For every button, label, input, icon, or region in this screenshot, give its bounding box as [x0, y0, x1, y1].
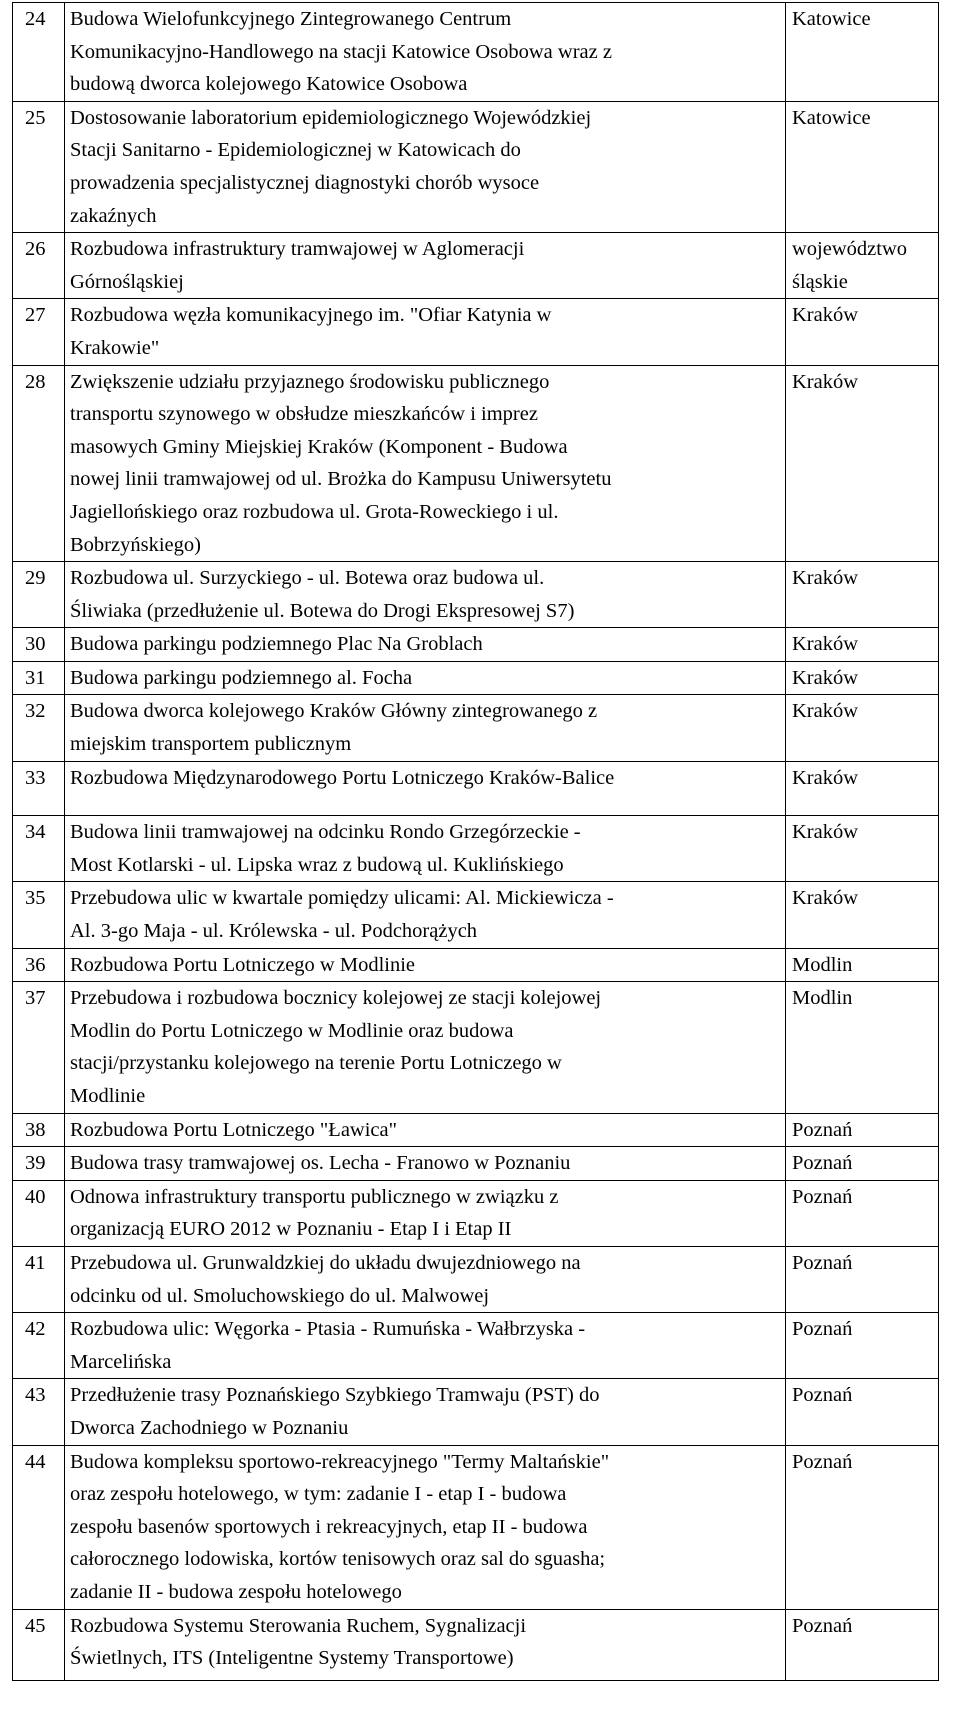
- row-number: 43: [13, 1379, 65, 1445]
- project-description: Budowa kompleksu sportowo-rekreacyjnego "Termy Maltańskie" oraz zespołu hotelowego, w tym: zadanie I - etap I - budowa zespołu basenów sportowych i rekreacyjnych, etap II - budowa całorocznego lodowiska, kortów tenisowych oraz sal do sguasha; zadanie II - budowa zespołu hotelowego: [65, 1445, 786, 1609]
- project-location: Kraków: [786, 882, 939, 948]
- project-description: Odnowa infrastruktury transportu publicznego w związku z organizacją EURO 2012 w Poznaniu - Etap I i Etap II: [65, 1180, 786, 1246]
- row-number: 29: [13, 562, 65, 628]
- project-location: Katowice: [786, 101, 939, 232]
- row-number: 36: [13, 948, 65, 982]
- table-row: [13, 982, 939, 1113]
- table-row: [13, 562, 939, 628]
- row-number: 24: [13, 3, 65, 102]
- row-number: 28: [13, 365, 65, 562]
- table-row: [13, 101, 939, 232]
- row-number: 38: [13, 1113, 65, 1147]
- row-number: 40: [13, 1180, 65, 1246]
- row-number: 34: [13, 816, 65, 882]
- project-description: Rozbudowa Międzynarodowego Portu Lotniczego Kraków-Balice: [65, 761, 786, 816]
- project-location: Modlin: [786, 982, 939, 1113]
- row-number: 30: [13, 628, 65, 662]
- table-row: [13, 1147, 939, 1181]
- table-row: [13, 695, 939, 761]
- project-location: Poznań: [786, 1609, 939, 1680]
- project-location: Kraków: [786, 761, 939, 816]
- project-description: Budowa dworca kolejowego Kraków Główny zintegrowanego z miejskim transportem publicznym: [65, 695, 786, 761]
- project-description: Przebudowa i rozbudowa bocznicy kolejowej ze stacji kolejowej Modlin do Portu Lotniczego w Modlinie oraz budowa stacji/przystanku kolejowego na terenie Portu Lotniczego w Modlinie: [65, 982, 786, 1113]
- project-location: Kraków: [786, 562, 939, 628]
- table-row: [13, 1246, 939, 1312]
- project-location: Kraków: [786, 628, 939, 662]
- row-number: 42: [13, 1313, 65, 1379]
- table-row: [13, 948, 939, 982]
- project-description: Rozbudowa Portu Lotniczego w Modlinie: [65, 948, 786, 982]
- row-number: 32: [13, 695, 65, 761]
- project-location: Modlin: [786, 948, 939, 982]
- project-location: Poznań: [786, 1445, 939, 1609]
- project-description: Budowa trasy tramwajowej os. Lecha - Franowo w Poznaniu: [65, 1147, 786, 1181]
- project-location: Kraków: [786, 695, 939, 761]
- project-location: Kraków: [786, 299, 939, 365]
- table-row: [13, 761, 939, 816]
- project-location: Poznań: [786, 1379, 939, 1445]
- project-description: Przebudowa ulic w kwartale pomiędzy ulicami: Al. Mickiewicza - Al. 3-go Maja - ul. Królewska - ul. Podchorążych: [65, 882, 786, 948]
- projects-table-body: [13, 3, 939, 1681]
- project-description: Przedłużenie trasy Poznańskiego Szybkiego Tramwaju (PST) do Dworca Zachodniego w Poznaniu: [65, 1379, 786, 1445]
- table-row: [13, 1379, 939, 1445]
- project-description: Przebudowa ul. Grunwaldzkiej do układu dwujezdniowego na odcinku od ul. Smoluchowskiego do ul. Malwowej: [65, 1246, 786, 1312]
- row-number: 25: [13, 101, 65, 232]
- project-location: Kraków: [786, 661, 939, 695]
- row-number: 33: [13, 761, 65, 816]
- table-row: [13, 3, 939, 102]
- row-number: 31: [13, 661, 65, 695]
- project-location: Kraków: [786, 365, 939, 562]
- row-number: 27: [13, 299, 65, 365]
- project-location: województwo śląskie: [786, 233, 939, 299]
- row-number: 37: [13, 982, 65, 1113]
- table-row: [13, 661, 939, 695]
- table-row: [13, 299, 939, 365]
- project-description: Rozbudowa ul. Surzyckiego - ul. Botewa oraz budowa ul. Śliwiaka (przedłużenie ul. Botewa do Drogi Ekspresowej S7): [65, 562, 786, 628]
- project-description: Zwiększenie udziału przyjaznego środowisku publicznego transportu szynowego w obsłudze mieszkańców i imprez masowych Gminy Miejskiej Kraków (Komponent - Budowa nowej linii tramwajowej od ul. Brożka do Kampusu Uniwersytetu Jagiellońskiego oraz rozbudowa ul. Grota-Roweckiego i ul. Bobrzyńskiego): [65, 365, 786, 562]
- project-description: Budowa parkingu podziemnego al. Focha: [65, 661, 786, 695]
- row-number: 39: [13, 1147, 65, 1181]
- project-location: Poznań: [786, 1313, 939, 1379]
- project-location: Poznań: [786, 1113, 939, 1147]
- project-location: Katowice: [786, 3, 939, 102]
- project-description: Rozbudowa ulic: Węgorka - Ptasia - Rumuńska - Wałbrzyska - Marcelińska: [65, 1313, 786, 1379]
- row-number: 44: [13, 1445, 65, 1609]
- project-location: Poznań: [786, 1246, 939, 1312]
- table-row: [13, 628, 939, 662]
- table-row: [13, 1609, 939, 1680]
- project-description: Budowa linii tramwajowej na odcinku Rondo Grzegórzeckie - Most Kotlarski - ul. Lipska wraz z budową ul. Kuklińskiego: [65, 816, 786, 882]
- row-number: 35: [13, 882, 65, 948]
- table-row: [13, 1313, 939, 1379]
- project-description: Rozbudowa węzła komunikacyjnego im. "Ofiar Katynia w Krakowie": [65, 299, 786, 365]
- project-description: Rozbudowa infrastruktury tramwajowej w Aglomeracji Górnośląskiej: [65, 233, 786, 299]
- table-row: [13, 365, 939, 562]
- project-description: Budowa parkingu podziemnego Plac Na Groblach: [65, 628, 786, 662]
- table-row: [13, 816, 939, 882]
- row-number: 26: [13, 233, 65, 299]
- row-number: 41: [13, 1246, 65, 1312]
- table-row: [13, 882, 939, 948]
- projects-table: [12, 2, 939, 1681]
- table-row: [13, 1445, 939, 1609]
- project-description: Rozbudowa Portu Lotniczego "Ławica": [65, 1113, 786, 1147]
- project-location: Poznań: [786, 1180, 939, 1246]
- row-number: 45: [13, 1609, 65, 1680]
- project-location: Poznań: [786, 1147, 939, 1181]
- project-description: Dostosowanie laboratorium epidemiologicznego Wojewódzkiej Stacji Sanitarno - Epidemiologicznej w Katowicach do prowadzenia specjalistycznej diagnostyki chorób wysoce zakaźnych: [65, 101, 786, 232]
- table-row: [13, 1180, 939, 1246]
- project-location: Kraków: [786, 816, 939, 882]
- project-description: Budowa Wielofunkcyjnego Zintegrowanego Centrum Komunikacyjno-Handlowego na stacji Katowice Osobowa wraz z budową dworca kolejowego Katowice Osobowa: [65, 3, 786, 102]
- project-description: Rozbudowa Systemu Sterowania Ruchem, Sygnalizacji Świetlnych, ITS (Inteligentne Systemy Transportowe): [65, 1609, 786, 1680]
- table-row: [13, 233, 939, 299]
- table-row: [13, 1113, 939, 1147]
